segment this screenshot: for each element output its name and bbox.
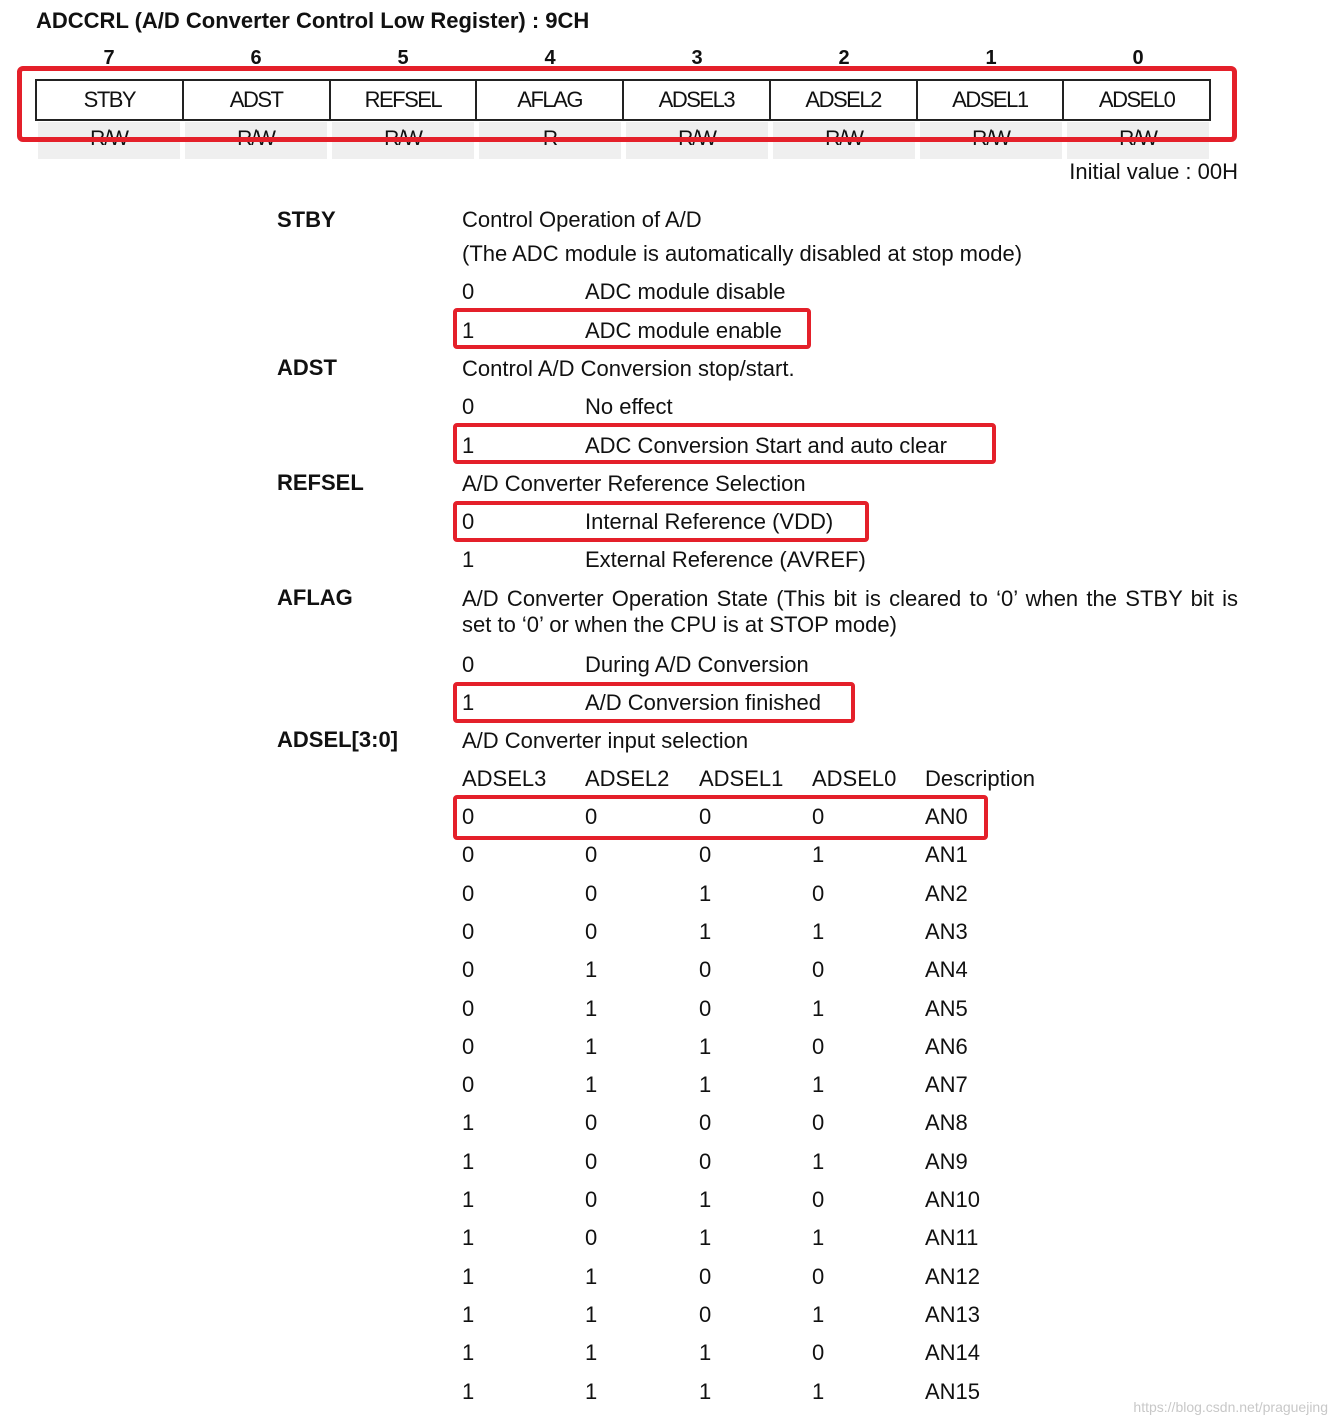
table-row [0,1110,1336,1148]
cell-adsel2: 0 [585,804,598,829]
stby-opt1-text: ADC module enable [585,318,782,343]
header-adsel2: ADSEL2 [585,766,670,791]
table-row [0,1072,1336,1110]
adst-opt1-text: ADC Conversion Start and auto clear [585,433,947,458]
access-bit-0: R/W [1067,122,1209,159]
refsel-opt1-text: External Reference (AVREF) [585,547,866,572]
access-bit-3: R/W [626,122,768,159]
cell-adsel1: 1 [699,1034,712,1059]
cell-description: AN10 [925,1187,981,1212]
cell-description: AN14 [925,1340,981,1365]
cell-adsel1: 1 [699,1072,712,1097]
cell-adsel2: 0 [585,1225,598,1250]
cell-adsel2: 1 [585,1072,598,1097]
cell-adsel2: 1 [585,1302,598,1327]
access-bit-5: R/W [332,122,474,159]
cell-adsel0: 1 [812,1302,825,1327]
cell-adsel0: 0 [812,1264,825,1289]
table-row [0,957,1336,995]
field-name-stby: STBY [277,207,336,232]
bit-number-1: 1 [985,47,997,69]
cell-adsel0: 0 [812,1187,825,1212]
bit-cell-adsel2: ADSEL2 [771,81,918,119]
bit-cell-adsel1: ADSEL1 [918,81,1065,119]
cell-description: AN1 [925,842,968,867]
header-adsel3: ADSEL3 [462,766,547,791]
stby-opt1-value: 1 [462,318,475,343]
cell-description: AN3 [925,919,968,944]
cell-adsel2: 0 [585,919,598,944]
access-bit-1: R/W [920,122,1062,159]
cell-adsel1: 0 [699,1264,712,1289]
cell-adsel3: 1 [462,1264,475,1289]
watermark: https://blog.csdn.net/praguejing [1133,1399,1328,1415]
field-desc-adst: Control A/D Conversion stop/start. [462,356,795,381]
cell-adsel1: 0 [699,996,712,1021]
cell-adsel3: 0 [462,919,475,944]
adsel-an0-highlight [453,795,988,840]
cell-adsel2: 1 [585,1379,598,1404]
table-row [0,1187,1336,1225]
cell-adsel3: 0 [462,996,475,1021]
cell-adsel2: 1 [585,1264,598,1289]
refsel-opt0-value: 0 [462,509,475,534]
cell-adsel3: 1 [462,1302,475,1327]
bit-cell-aflag: AFLAG [477,81,624,119]
cell-adsel1: 1 [699,1340,712,1365]
cell-adsel0: 0 [812,1340,825,1365]
bit-number-0: 0 [1132,47,1144,69]
cell-adsel1: 0 [699,1149,712,1174]
field-name-adsel: ADSEL[3:0] [277,727,399,752]
adst-opt0-text: No effect [585,394,673,419]
table-row [0,1149,1336,1187]
bit-cell-adst: ADST [184,81,331,119]
bit-cell-refsel: REFSEL [331,81,478,119]
cell-adsel3: 0 [462,957,475,982]
access-bit-2: R/W [773,122,915,159]
header-adsel1: ADSEL1 [699,766,784,791]
cell-description: AN9 [925,1149,968,1174]
table-row [0,1264,1336,1302]
cell-adsel3: 0 [462,1072,475,1097]
field-note-stby: (The ADC module is automatically disabled at stop mode) [462,241,1023,266]
access-bit-7: R/W [38,122,180,159]
cell-adsel0: 0 [812,1034,825,1059]
cell-adsel2: 1 [585,957,598,982]
cell-adsel1: 1 [699,1225,712,1250]
cell-adsel3: 1 [462,1379,475,1404]
cell-adsel2: 0 [585,1110,598,1135]
cell-description: AN15 [925,1379,981,1404]
cell-description: AN13 [925,1302,981,1327]
cell-adsel3: 0 [462,804,475,829]
cell-adsel0: 0 [812,1110,825,1135]
table-row [0,919,1336,957]
cell-adsel1: 0 [699,804,712,829]
cell-description: AN6 [925,1034,968,1059]
cell-adsel2: 0 [585,1187,598,1212]
refsel-opt0-text: Internal Reference (VDD) [585,509,834,534]
bit-number-2: 2 [838,47,850,69]
cell-adsel3: 0 [462,842,475,867]
field-name-aflag: AFLAG [277,585,353,610]
register-highlight-box [17,66,1237,142]
field-desc-refsel: A/D Converter Reference Selection [462,471,806,496]
cell-adsel2: 1 [585,996,598,1021]
table-row [0,842,1336,880]
field-name-adst: ADST [277,355,337,380]
cell-adsel0: 1 [812,1149,825,1174]
cell-adsel0: 1 [812,919,825,944]
aflag-opt1-text: A/D Conversion finished [585,690,822,715]
aflag-opt0-value: 0 [462,652,475,677]
cell-adsel2: 1 [585,1340,598,1365]
cell-description: AN12 [925,1264,981,1289]
stby-opt0-value: 0 [462,279,475,304]
cell-adsel1: 1 [699,881,712,906]
cell-description: AN7 [925,1072,968,1097]
refsel-opt1-value: 1 [462,547,475,572]
bit-cell-adsel3: ADSEL3 [624,81,771,119]
cell-adsel0: 0 [812,957,825,982]
adst-opt0-value: 0 [462,394,475,419]
bit-number-5: 5 [397,47,409,69]
cell-adsel3: 1 [462,1187,475,1212]
aflag-opt1-value: 1 [462,690,475,715]
bit-number-4: 4 [544,47,556,69]
table-row [0,1302,1336,1340]
cell-description: AN0 [925,804,968,829]
cell-adsel1: 0 [699,842,712,867]
cell-adsel2: 0 [585,881,598,906]
cell-description: AN11 [925,1225,979,1250]
cell-description: AN4 [925,957,968,982]
cell-adsel2: 0 [585,842,598,867]
aflag-opt0-text: During A/D Conversion [585,652,809,677]
cell-description: AN2 [925,881,968,906]
cell-adsel3: 1 [462,1340,475,1365]
cell-adsel1: 0 [699,957,712,982]
cell-adsel1: 1 [699,1379,712,1404]
adst-opt1-value: 1 [462,433,475,458]
stby-opt0-text: ADC module disable [585,279,786,304]
register-title: ADCCRL (A/D Converter Control Low Register) : 9CH [36,8,590,33]
stby-enable-highlight [453,308,811,349]
bit-cell-adsel0: ADSEL0 [1098,87,1175,112]
cell-adsel0: 1 [812,1072,825,1097]
access-bit-4: R [479,122,621,159]
cell-description: AN8 [925,1110,968,1135]
cell-adsel1: 0 [699,1110,712,1135]
cell-adsel0: 1 [812,842,825,867]
cell-adsel1: 1 [699,1187,712,1212]
refsel-internal-highlight [453,501,869,542]
table-row [0,1340,1336,1378]
bit-cell-stby: STBY [37,81,184,119]
initial-value: Initial value : 00H [1069,159,1238,184]
table-row [0,881,1336,919]
cell-adsel0: 1 [812,1225,825,1250]
bit-number-3: 3 [691,47,703,69]
cell-adsel3: 1 [462,1225,475,1250]
cell-adsel1: 1 [699,919,712,944]
cell-adsel3: 0 [462,1034,475,1059]
bit-number-7: 7 [103,47,115,69]
access-bit-6: R/W [185,122,327,159]
adst-start-highlight [453,423,996,464]
cell-adsel0: 0 [812,881,825,906]
cell-adsel3: 1 [462,1149,475,1174]
table-row [0,1225,1336,1263]
header-description: Description [925,766,1036,791]
table-row [0,996,1336,1034]
field-desc-aflag: A/D Converter Operation State (This bit is cleared to ‘0’ when the STBY bit is set to ‘0’ or when the CPU is at STOP mode) [462,586,1238,637]
aflag-finished-highlight [453,682,855,723]
cell-adsel3: 0 [462,881,475,906]
header-adsel0: ADSEL0 [812,766,897,791]
table-row [0,1034,1336,1072]
cell-adsel1: 0 [699,1302,712,1327]
cell-adsel2: 1 [585,1034,598,1059]
field-name-refsel: REFSEL [277,470,364,495]
cell-adsel0: 1 [812,996,825,1021]
bit-number-6: 6 [250,47,262,69]
cell-adsel2: 0 [585,1149,598,1174]
field-desc-stby: Control Operation of A/D [462,207,702,232]
cell-adsel0: 0 [812,804,825,829]
cell-adsel0: 1 [812,1379,825,1404]
field-desc-adsel: A/D Converter input selection [462,728,749,753]
cell-adsel3: 1 [462,1110,475,1135]
cell-description: AN5 [925,996,968,1021]
